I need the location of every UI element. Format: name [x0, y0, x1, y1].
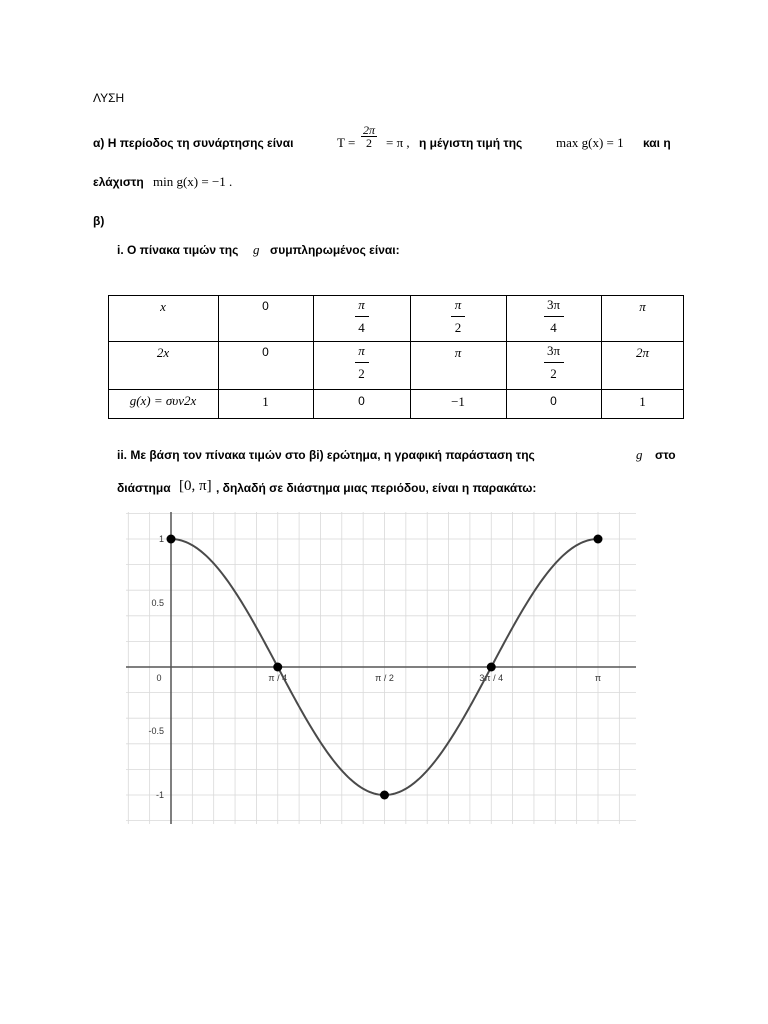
interval-expression: [0, π] [179, 478, 212, 494]
max-expression: max g(x) = 1 [556, 135, 624, 150]
table-cell: 0 [550, 394, 557, 408]
data-point [487, 663, 496, 672]
period-lhs: T = [337, 135, 356, 150]
x-tick-label: π / 2 [375, 673, 394, 683]
table-cell: 2π [635, 345, 649, 360]
x-tick-label: 3π / 4 [479, 673, 504, 683]
part-b-ii-prefix: ii. Με βάση τον πίνακα τιμών στο βi) ερώτημα, η γραφική παράσταση της [117, 448, 535, 462]
table-cell: 0 [262, 345, 269, 359]
table-cell-fraction [313, 297, 410, 336]
fraction-numerator: π [358, 343, 365, 358]
fraction-denominator: 2 [358, 366, 365, 381]
period-denominator: 2 [366, 136, 372, 150]
x-tick-label: π / 4 [268, 673, 288, 683]
y-tick-label: 1 [158, 534, 164, 544]
data-point [273, 663, 282, 672]
table-cell: π [454, 345, 462, 360]
y-tick-label: 0.5 [151, 598, 164, 608]
period-rhs: = π , [386, 135, 410, 150]
part-b-ii-end: στο [655, 448, 676, 462]
page-heading: ΛΥΣΗ [93, 91, 125, 105]
x-tick-label: π [594, 673, 602, 683]
table-cell: 1 [639, 394, 646, 409]
table-cell-fraction [410, 297, 506, 336]
part-b-i-prefix: i. Ο πίνακα τιμών της [117, 243, 239, 257]
table-cell-fraction [313, 343, 410, 382]
y-tick-label: -1 [155, 790, 164, 800]
fraction-numerator: 3π [546, 343, 561, 358]
part-b-ii-var: g [636, 447, 643, 462]
part-a-and: και η [643, 136, 671, 150]
fraction-denominator: 2 [550, 366, 557, 381]
row-header-2x: 2x [156, 345, 170, 360]
fraction-numerator: 3π [546, 297, 561, 312]
y-tick-label: -0.5 [148, 726, 164, 736]
part-b-ii-line2-suffix: , δηλαδή σε διάστημα μιας περιόδου, είναι η παρακάτω: [216, 481, 537, 495]
period-numerator: 2π [363, 123, 376, 137]
row-header-gx: g(x) = συν2x [129, 393, 197, 408]
part-b-ii-line2-prefix: διάστημα [117, 481, 171, 495]
table-cell: 0 [262, 299, 269, 313]
table-cell: −1 [451, 394, 465, 409]
part-a-line2-prefix: ελάχιστη [93, 175, 144, 189]
min-expression: min g(x) = −1 . [153, 174, 233, 189]
fraction-numerator: π [454, 297, 462, 312]
row-header-x: x [160, 299, 166, 314]
data-point [167, 535, 176, 544]
part-b-i-suffix: συμπληρωμένος είναι: [270, 243, 400, 257]
data-point [380, 791, 389, 800]
table-cell: 1 [262, 394, 269, 409]
part-b-label: β) [93, 214, 105, 228]
table-cell-fraction [506, 343, 601, 382]
fraction-denominator: 2 [454, 320, 462, 335]
fraction-numerator: π [358, 297, 365, 312]
period-fraction [361, 124, 377, 149]
part-a-prefix: α) Η περίοδος τη συνάρτησης είναι [93, 136, 294, 150]
x-tick-label: 0 [156, 673, 162, 683]
fraction-denominator: 4 [358, 320, 365, 335]
table-cell-fraction [506, 297, 601, 336]
part-a-mid: η μέγιστη τιμή της [419, 136, 523, 150]
table-cell: π [639, 299, 646, 314]
data-point [594, 535, 603, 544]
values-table [108, 295, 684, 419]
cosine-graph [126, 512, 636, 824]
part-b-i-var: g [253, 242, 260, 257]
table-cell: 0 [358, 394, 365, 408]
fraction-denominator: 4 [550, 320, 557, 335]
